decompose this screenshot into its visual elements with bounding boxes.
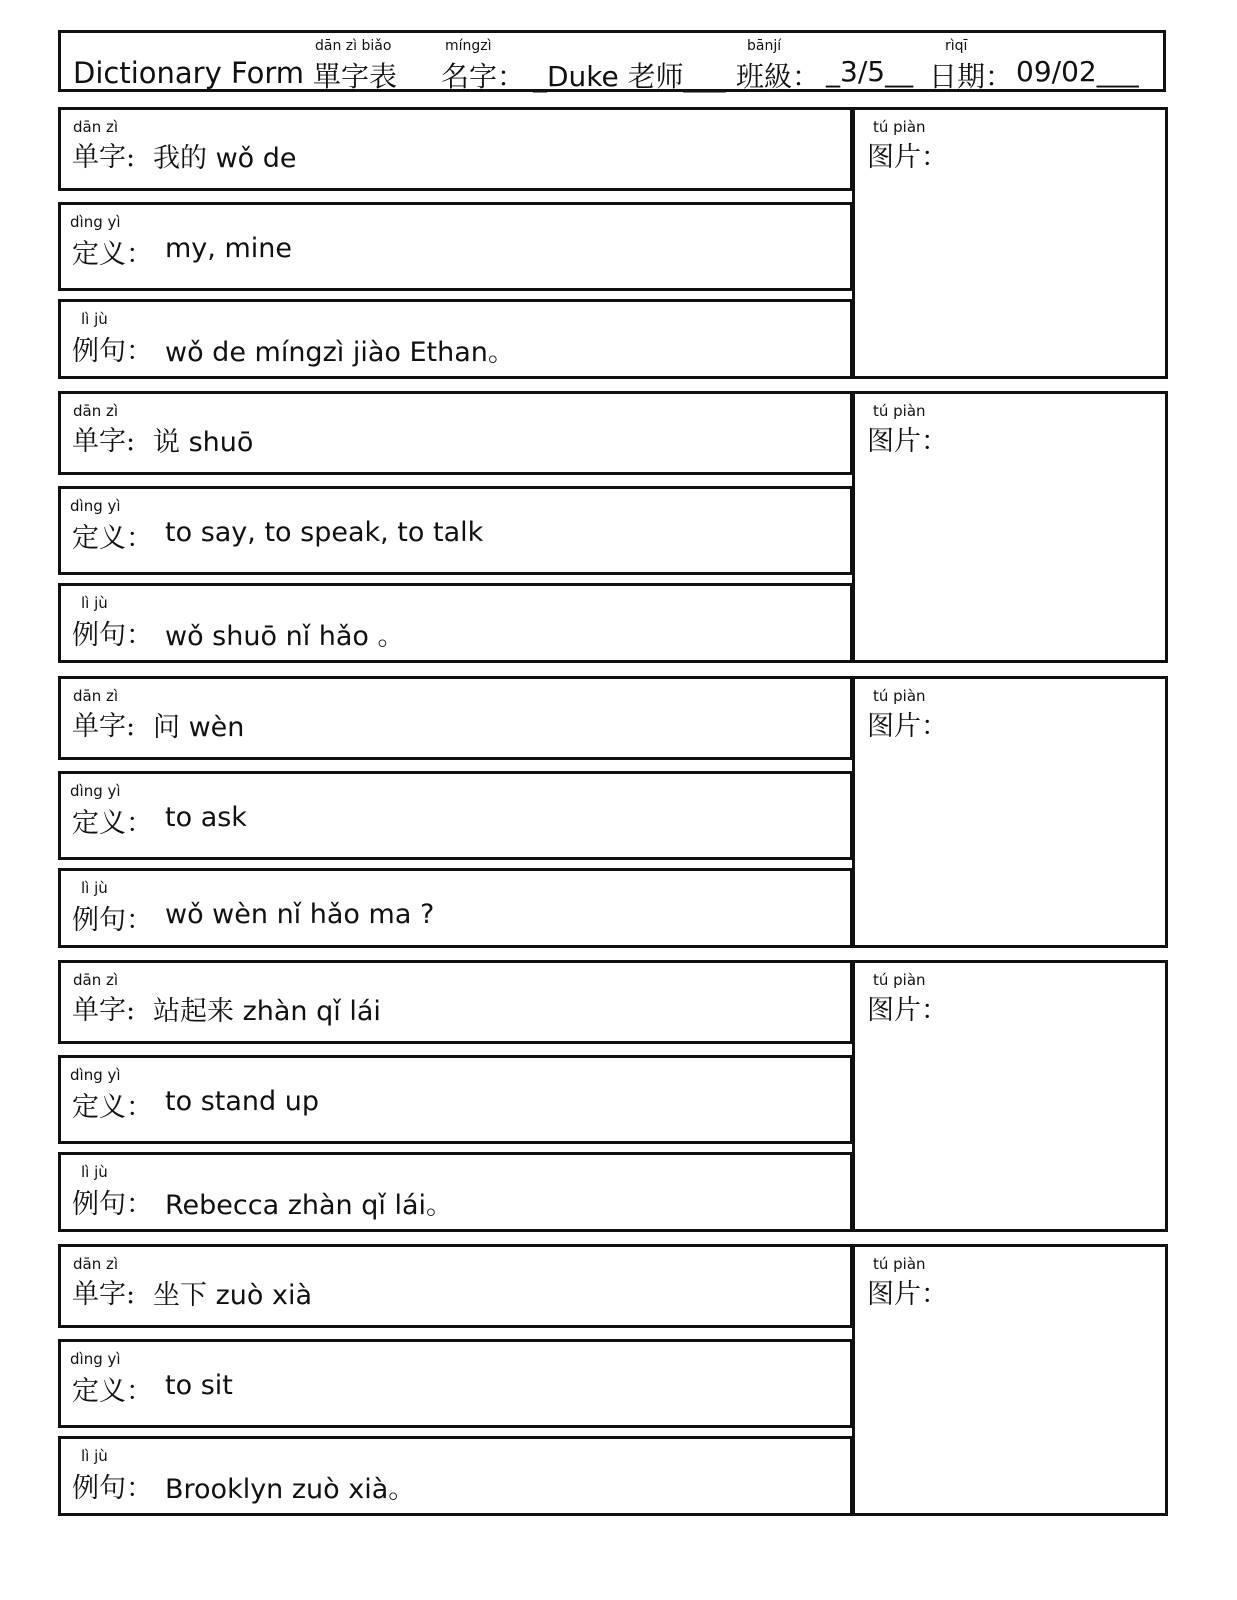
word-value: 问 wèn bbox=[153, 712, 245, 743]
definition-field bbox=[58, 1339, 853, 1428]
word-value: 坐下 zuò xià bbox=[153, 1280, 312, 1311]
picture-label: 图片： bbox=[867, 711, 948, 742]
definition-value: my, mine bbox=[165, 233, 292, 264]
picture-box bbox=[852, 391, 1168, 663]
sentence-label-pinyin: lì jù bbox=[81, 594, 108, 612]
word-label-pinyin: dān zì bbox=[73, 118, 119, 136]
form-header bbox=[58, 30, 1166, 92]
sentence-label-pinyin: lì jù bbox=[81, 1163, 108, 1181]
picture-label-pinyin: tú piàn bbox=[873, 1255, 926, 1273]
picture-label-pinyin: tú piàn bbox=[873, 687, 926, 705]
word-label-pinyin: dān zì bbox=[73, 971, 119, 989]
definition-value: to say, to speak, to talk bbox=[165, 517, 484, 548]
sentence-value: wǒ wèn nǐ hǎo ma ? bbox=[165, 899, 435, 930]
word-value: 站起来 zhàn qǐ lái bbox=[153, 996, 381, 1027]
sentence-field bbox=[58, 868, 853, 948]
definition-field bbox=[58, 771, 853, 860]
class-pinyin: bānjí bbox=[747, 38, 782, 54]
definition-value: to sit bbox=[165, 1370, 233, 1401]
entry-2 bbox=[58, 391, 1168, 663]
word-label: 单字: bbox=[72, 426, 136, 457]
word-label-pinyin: dān zì bbox=[73, 1255, 119, 1273]
picture-label-pinyin: tú piàn bbox=[873, 971, 926, 989]
definition-field bbox=[58, 1055, 853, 1144]
sentence-label-pinyin: lì jù bbox=[81, 1447, 108, 1465]
sentence-value: Brooklyn zuò xià。 bbox=[165, 1474, 416, 1505]
picture-box bbox=[852, 676, 1168, 948]
title-chinese: 單字表 bbox=[313, 60, 398, 93]
name-pinyin: míngzì bbox=[445, 38, 492, 54]
picture-box bbox=[852, 960, 1168, 1232]
date-pinyin: rìqī bbox=[945, 38, 968, 54]
word-label-pinyin: dān zì bbox=[73, 402, 119, 420]
sentence-value: wǒ de míngzì jiào Ethan。 bbox=[165, 337, 515, 368]
sentence-value: Rebecca zhàn qǐ lái。 bbox=[165, 1190, 454, 1221]
title-pinyin: dān zì biǎo bbox=[315, 38, 392, 54]
definition-label-pinyin: dìng yì bbox=[70, 497, 121, 515]
picture-label: 图片： bbox=[867, 1279, 948, 1310]
word-label: 单字: bbox=[72, 995, 136, 1026]
form-title: Dictionary Form bbox=[73, 56, 305, 90]
definition-label: 定义： bbox=[72, 1376, 153, 1407]
entry-3 bbox=[58, 676, 1168, 948]
class-label: 班級： bbox=[736, 60, 821, 93]
sentence-field bbox=[58, 299, 853, 379]
picture-box bbox=[852, 1244, 1168, 1516]
entry-5 bbox=[58, 1244, 1168, 1516]
definition-label-pinyin: dìng yì bbox=[70, 782, 121, 800]
class-value: _3/5__ bbox=[826, 55, 914, 88]
word-field bbox=[58, 676, 853, 760]
sentence-field bbox=[58, 583, 853, 663]
sentence-label: 例句： bbox=[72, 905, 153, 936]
definition-label-pinyin: dìng yì bbox=[70, 1066, 121, 1084]
definition-label: 定义： bbox=[72, 523, 153, 554]
definition-label: 定义： bbox=[72, 808, 153, 839]
sentence-label: 例句： bbox=[72, 1189, 153, 1220]
definition-label: 定义： bbox=[72, 1092, 153, 1123]
definition-value: to ask bbox=[165, 802, 247, 833]
sentence-label-pinyin: lì jù bbox=[81, 879, 108, 897]
entry-4 bbox=[58, 960, 1168, 1232]
sentence-label: 例句： bbox=[72, 336, 153, 367]
word-field bbox=[58, 960, 853, 1044]
picture-label-pinyin: tú piàn bbox=[873, 118, 926, 136]
entry-1 bbox=[58, 107, 1168, 379]
sentence-field bbox=[58, 1152, 853, 1232]
word-field bbox=[58, 1244, 853, 1328]
word-label: 单字: bbox=[72, 1279, 136, 1310]
sentence-field bbox=[58, 1436, 853, 1516]
definition-value: to stand up bbox=[165, 1086, 319, 1117]
word-value: 说 shuō bbox=[153, 427, 254, 458]
picture-label-pinyin: tú piàn bbox=[873, 402, 926, 420]
date-label: 日期： bbox=[929, 60, 1014, 93]
word-label: 单字: bbox=[72, 711, 136, 742]
definition-label: 定义： bbox=[72, 239, 153, 270]
sentence-value: wǒ shuō nǐ hǎo 。 bbox=[165, 621, 405, 652]
word-value: 我的 wǒ de bbox=[153, 143, 297, 174]
definition-label-pinyin: dìng yì bbox=[70, 213, 121, 231]
picture-label: 图片： bbox=[867, 995, 948, 1026]
word-field bbox=[58, 391, 853, 475]
date-value: 09/02___ bbox=[1016, 55, 1139, 88]
sentence-label: 例句： bbox=[72, 620, 153, 651]
sentence-label: 例句： bbox=[72, 1473, 153, 1504]
definition-label-pinyin: dìng yì bbox=[70, 1350, 121, 1368]
sentence-label-pinyin: lì jù bbox=[81, 310, 108, 328]
picture-label: 图片： bbox=[867, 142, 948, 173]
definition-field bbox=[58, 486, 853, 575]
definition-field bbox=[58, 202, 853, 291]
picture-box bbox=[852, 107, 1168, 379]
picture-label: 图片： bbox=[867, 426, 948, 457]
name-value: _Duke 老师___ bbox=[533, 60, 726, 93]
word-label: 单字: bbox=[72, 142, 136, 173]
word-label-pinyin: dān zì bbox=[73, 687, 119, 705]
word-field bbox=[58, 107, 853, 191]
name-label: 名字： bbox=[441, 60, 526, 93]
